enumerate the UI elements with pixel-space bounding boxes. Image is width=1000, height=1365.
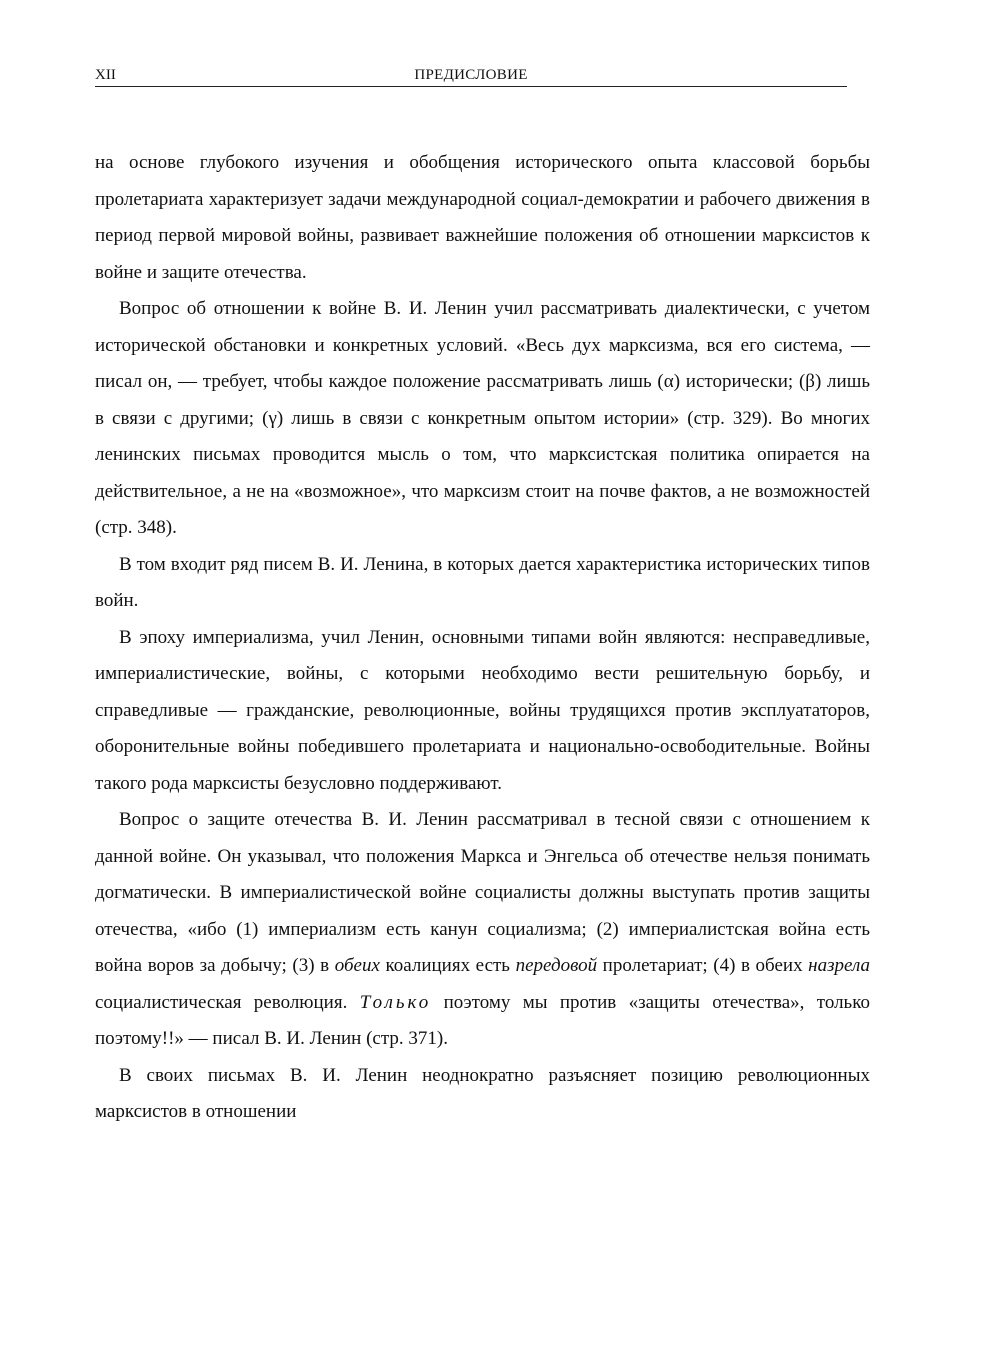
text-run: социалистическая революция. xyxy=(95,991,360,1013)
running-head xyxy=(95,64,847,87)
paragraph-1: на основе глубокого изучения и обобщения исторического опыта классовой борьбы пролетариата характеризует задачи международной социал-демократии и рабочего движения в период первой мировой войны, развивает важнейшие положения об отношении марксистов к войне и защите отечества. xyxy=(95,152,870,283)
paragraph-4: В эпоху империализма, учил Ленин, основными типами войн являются: несправедливые, империалистические, войны, с которыми необходимо вести решительную борьбу, и справедливые — гражданские, революционные, войны трудящихся против эксплуататоров, оборонительные войны победившего пролетариата и национально-освободительные. Войны такого рода марксисты безусловно поддерживают. xyxy=(95,626,870,794)
paragraph-2: Вопрос об отношении к войне В. И. Ленин учил рассматривать диалектически, с учетом исторической обстановки и конкретных условий. «Весь дух марксизма, вся его система, — писал он, — требует, чтобы каждое положение рассматривать лишь (α) исторически; (β) лишь в связи с другими; (γ) лишь в связи с конкретным опытом истории» (стр. 329). Во многих ленинских письмах проводится мысль о том, что марксистская политика опирается на действительное, а не на «возможное», что марксизм стоит на почве фактов, а не возможностей (стр. 348). xyxy=(95,298,870,538)
spaced-emphasis-run: Только xyxy=(359,991,432,1013)
page-number: XII xyxy=(95,67,116,83)
italic-run: назрела xyxy=(808,955,870,976)
text-run: пролетариат; (4) в обеих xyxy=(597,955,809,976)
text-run: Вопрос о защите отечества В. И. Ленин рассматривал в тесной связи с отношением к данной войне. Он указывал, что положения Маркса и Энгельса об отечестве нельзя понимать догматически. В империалистической войне социалисты должны выступать против защиты отечества, «ибо (1) империализм есть канун социализма; (2) империалистская война есть война воров за добычу; (3) в xyxy=(95,809,870,976)
text-run: коалициях есть xyxy=(379,955,516,976)
book-page xyxy=(95,0,870,1365)
body-text xyxy=(95,145,870,1131)
running-title: ПРЕДИСЛОВИЕ xyxy=(414,67,528,83)
paragraph-6: В своих письмах В. И. Ленин неоднократно разъясняет позицию революционных марксистов в отношении xyxy=(95,1064,870,1122)
paragraph-3: В том входит ряд писем В. И. Ленина, в которых дается характеристика исторических типов войн. xyxy=(95,553,870,611)
italic-run: передовой xyxy=(515,955,598,976)
paragraph-5 xyxy=(95,802,870,1058)
text-run: поэтому мы против «защиты отечества», только поэтому!!» — писал В. И. Ленин (стр. 371). xyxy=(95,991,870,1049)
italic-run: обеих xyxy=(334,955,380,976)
